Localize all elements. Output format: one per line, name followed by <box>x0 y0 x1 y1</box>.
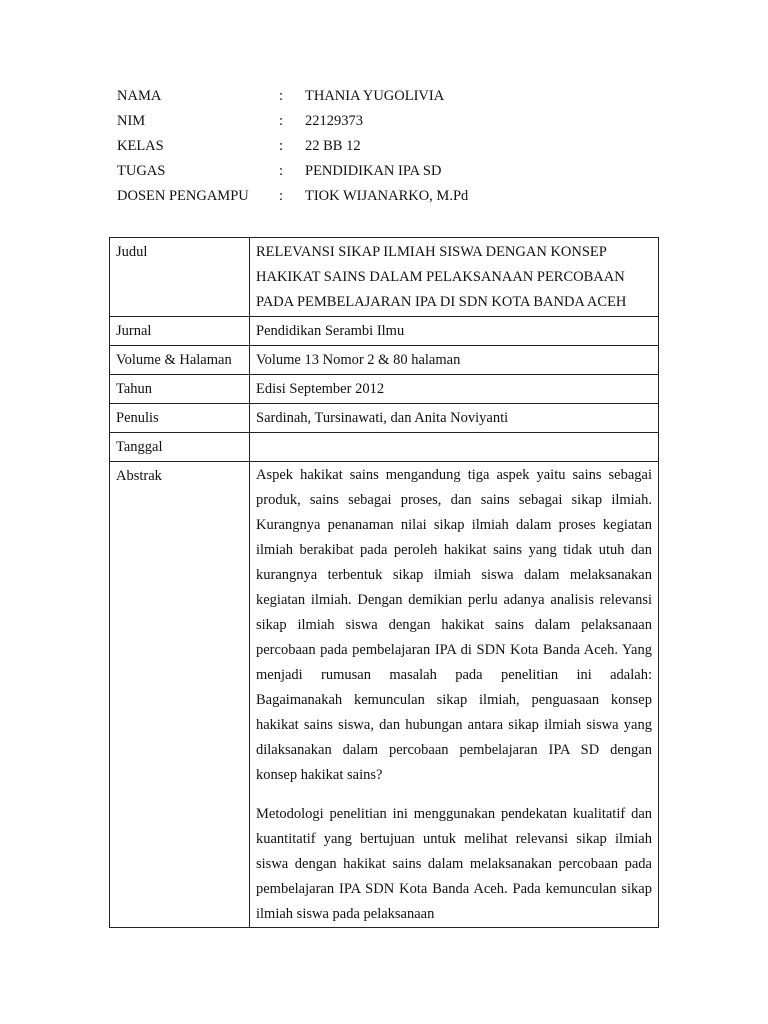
review-value-jurnal: Pendidikan Serambi Ilmu <box>250 317 659 346</box>
review-row-judul <box>110 238 659 317</box>
identity-value: 22 BB 12 <box>305 138 361 154</box>
review-label-tanggal: Tanggal <box>110 433 250 462</box>
review-value-abstrak <box>250 462 659 928</box>
identity-label: TUGAS <box>117 163 166 179</box>
review-row-penulis <box>110 404 659 433</box>
abstract-paragraph: Metodologi penelitian ini menggunakan pendekatan kualitatif dan kuantitatif yang bertujuan untuk melihat relevansi sikap ilmiah siswa dengan hakikat sains dalam melaksanakan percobaan pada pembelajaran IPA SDN Kota Banda Aceh. Pada kemunculan sikap ilmiah siswa pada pelaksanaan <box>256 806 652 922</box>
review-label-tahun: Tahun <box>110 375 250 404</box>
identity-row-kelas <box>117 134 468 159</box>
abstract-text <box>256 463 652 927</box>
review-row-jurnal <box>110 317 659 346</box>
identity-value: 22129373 <box>305 113 363 129</box>
identity-row-nama <box>117 84 468 109</box>
review-row-volume <box>110 346 659 375</box>
identity-label: NIM <box>117 113 146 129</box>
review-row-tanggal <box>110 433 659 462</box>
identity-value: THANIA YUGOLIVIA <box>305 88 445 104</box>
review-value-volume: Volume 13 Nomor 2 & 80 halaman <box>250 346 659 375</box>
identity-block <box>117 84 468 209</box>
review-value-tahun: Edisi September 2012 <box>250 375 659 404</box>
identity-row-nim <box>117 109 468 134</box>
identity-colon: : <box>279 163 284 179</box>
identity-value: PENDIDIKAN IPA SD <box>305 163 442 179</box>
identity-label: KELAS <box>117 138 164 154</box>
review-row-abstrak <box>110 462 659 928</box>
identity-row-dosen <box>117 184 468 209</box>
review-label-judul: Judul <box>110 238 250 317</box>
identity-colon: : <box>279 188 284 204</box>
identity-colon: : <box>279 138 284 154</box>
review-value-penulis: Sardinah, Tursinawati, dan Anita Noviyanti <box>250 404 659 433</box>
journal-review-table <box>109 237 659 928</box>
review-label-abstrak: Abstrak <box>110 462 250 928</box>
identity-colon: : <box>279 113 284 129</box>
identity-label: NAMA <box>117 88 162 104</box>
review-value-judul: RELEVANSI SIKAP ILMIAH SISWA DENGAN KONSEP HAKIKAT SAINS DALAM PELAKSANAAN PERCOBAAN PADA PEMBELAJARAN IPA DI SDN KOTA BANDA ACEH <box>250 238 659 317</box>
review-value-tanggal <box>250 433 659 462</box>
review-label-volume: Volume & Halaman <box>110 346 250 375</box>
review-label-jurnal: Jurnal <box>110 317 250 346</box>
review-row-tahun <box>110 375 659 404</box>
abstract-paragraph: Aspek hakikat sains mengandung tiga aspek yaitu sains sebagai produk, sains sebagai proses, dan sains sebagai sikap ilmiah. Kurangnya penanaman nilai sikap ilmiah dalam proses kegiatan ilmiah berakibat pada peroleh hakikat sains yang tidak utuh dan kurangnya terbentuk sikap ilmiah siswa dalam melaksanakan kegiatan ilmiah. Dengan demikian perlu adanya analisis relevansi sikap ilmiah siswa dengan hakikat sains dalam pelaksanaan percobaan pada pembelajaran IPA di SDN Kota Banda Aceh. Yang menjadi rumusan masalah pada penelitian ini adalah: Bagaimanakah kemunculan sikap ilmiah, penguasaan konsep hakikat sains siswa, dan hubungan antara sikap ilmiah siswa yang dilaksanakan dalam percobaan pembelajaran IPA SD dengan konsep hakikat sains? <box>256 467 652 783</box>
identity-label: DOSEN PENGAMPU <box>117 188 249 204</box>
identity-row-tugas <box>117 159 468 184</box>
identity-colon: : <box>279 88 284 104</box>
review-label-penulis: Penulis <box>110 404 250 433</box>
identity-value: TIOK WIJANARKO, M.Pd <box>305 188 469 204</box>
